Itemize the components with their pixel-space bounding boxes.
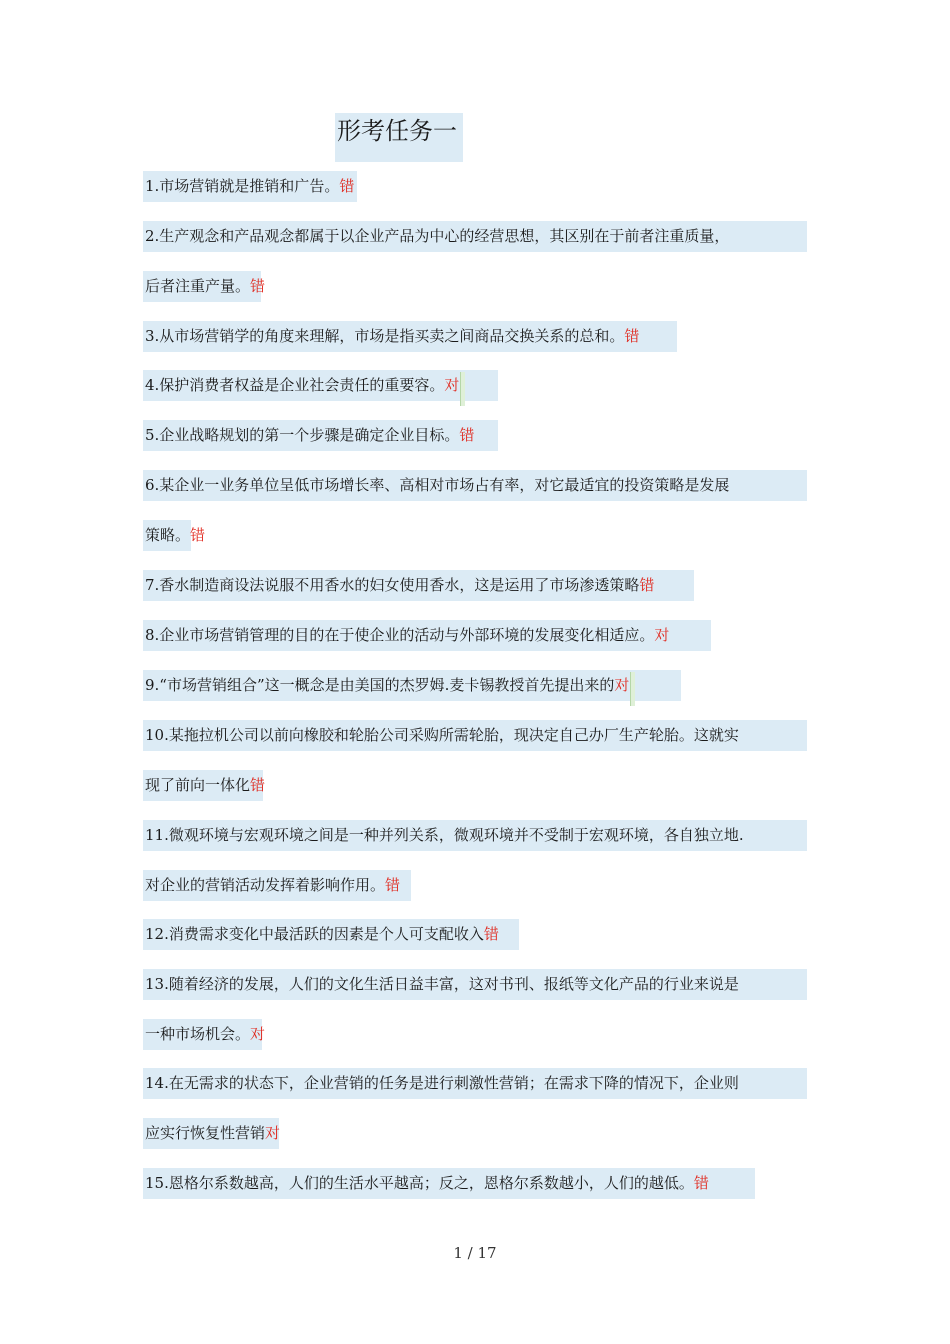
question-line	[143, 720, 807, 751]
question-text: 4.保护消费者权益是企业社会责任的重要容。	[145, 376, 445, 394]
question-text: 对企业的营销活动发挥着影响作用。	[145, 876, 386, 894]
question-text: 现了前向一体化	[145, 776, 251, 794]
question-text: 2.生产观念和产品观念都属于以企业产品为中心的经营思想，其区别在于前者注重质量，	[145, 227, 730, 245]
page-number: 1 / 17	[453, 1244, 497, 1262]
page-title: 形考任务一	[335, 113, 463, 162]
question-line	[143, 919, 519, 950]
question-line	[143, 870, 411, 901]
question-text: 12.消费需求变化中最活跃的因素是个人可支配收入	[145, 925, 484, 943]
question-text: 5.企业战略规划的第一个步骤是确定企业目标。	[145, 426, 460, 444]
question-line	[143, 221, 807, 252]
question-text: 14.在无需求的状态下，企业营销的任务是进行刺激性营销；在需求下降的情况下，企业则	[145, 1074, 739, 1092]
answer-mark: 对	[654, 626, 670, 644]
question-line	[143, 770, 266, 801]
answer-mark: 错	[483, 925, 499, 943]
answer-mark: 错	[339, 177, 355, 195]
question-text: 9.“市场营销组合”这一概念是由美国的杰罗姆.麦卡锡教授首先提出来的	[145, 676, 615, 694]
question-line	[143, 570, 694, 601]
answer-mark: 错	[190, 526, 206, 544]
question-line	[143, 420, 498, 451]
answer-mark: 错	[624, 327, 640, 345]
answer-mark: 错	[693, 1174, 709, 1192]
question-line	[143, 470, 807, 501]
question-text: 15.恩格尔系数越高，人们的生活水平越高；反之，恩格尔系数越小，人们的越低。	[145, 1174, 694, 1192]
answer-mark: 错	[250, 776, 266, 794]
question-text: 8.企业市场营销管理的目的在于使企业的活动与外部环境的发展变化相适应。	[145, 626, 655, 644]
question-line	[143, 171, 357, 202]
question-line	[143, 670, 681, 701]
question-line	[143, 321, 677, 352]
question-line	[143, 820, 807, 851]
question-text: 6.某企业一业务单位呈低市场增长率、高相对市场占有率，对它最适宜的投资策略是发展	[145, 476, 730, 494]
question-line	[143, 520, 206, 551]
answer-mark: 错	[385, 876, 401, 894]
question-line	[143, 620, 711, 651]
question-line	[143, 1068, 807, 1099]
question-text: 策略。	[145, 526, 191, 544]
answer-mark: 错	[250, 277, 266, 295]
question-line	[143, 370, 498, 401]
question-text: 3.从市场营销学的角度来理解，市场是指买卖之间商品交换关系的总和。	[145, 327, 625, 345]
question-text: 后者注重产量。	[145, 277, 251, 295]
answer-mark: 对	[444, 376, 460, 394]
question-line	[143, 271, 266, 302]
question-text: 11.微观环境与宏观环境之间是一种并列关系，微观环境并不受制于宏观环境，各自独立地.	[145, 826, 744, 844]
question-line	[143, 1168, 755, 1199]
question-line	[143, 1118, 279, 1149]
answer-mark: 错	[459, 426, 475, 444]
question-text: 7.香水制造商设法说服不用香水的妇女使用香水，这是运用了市场渗透策略	[145, 576, 640, 594]
answer-mark: 错	[639, 576, 655, 594]
question-text: 1.市场营销就是推销和广告。	[145, 177, 340, 195]
question-line	[143, 969, 807, 1000]
question-line	[143, 1019, 266, 1050]
question-text: 10.某拖拉机公司以前向橡胶和轮胎公司采购所需轮胎，现决定自己办厂生产轮胎。这就实	[145, 726, 739, 744]
question-text: 应实行恢复性营销	[145, 1124, 266, 1142]
question-text: 一种市场机会。	[145, 1025, 251, 1043]
answer-mark: 对	[265, 1124, 281, 1142]
answer-mark: 对	[614, 676, 630, 694]
question-text: 13.随着经济的发展，人们的文化生活日益丰富，这对书刊、报纸等文化产品的行业来说是	[145, 975, 739, 993]
answer-mark: 对	[250, 1025, 266, 1043]
